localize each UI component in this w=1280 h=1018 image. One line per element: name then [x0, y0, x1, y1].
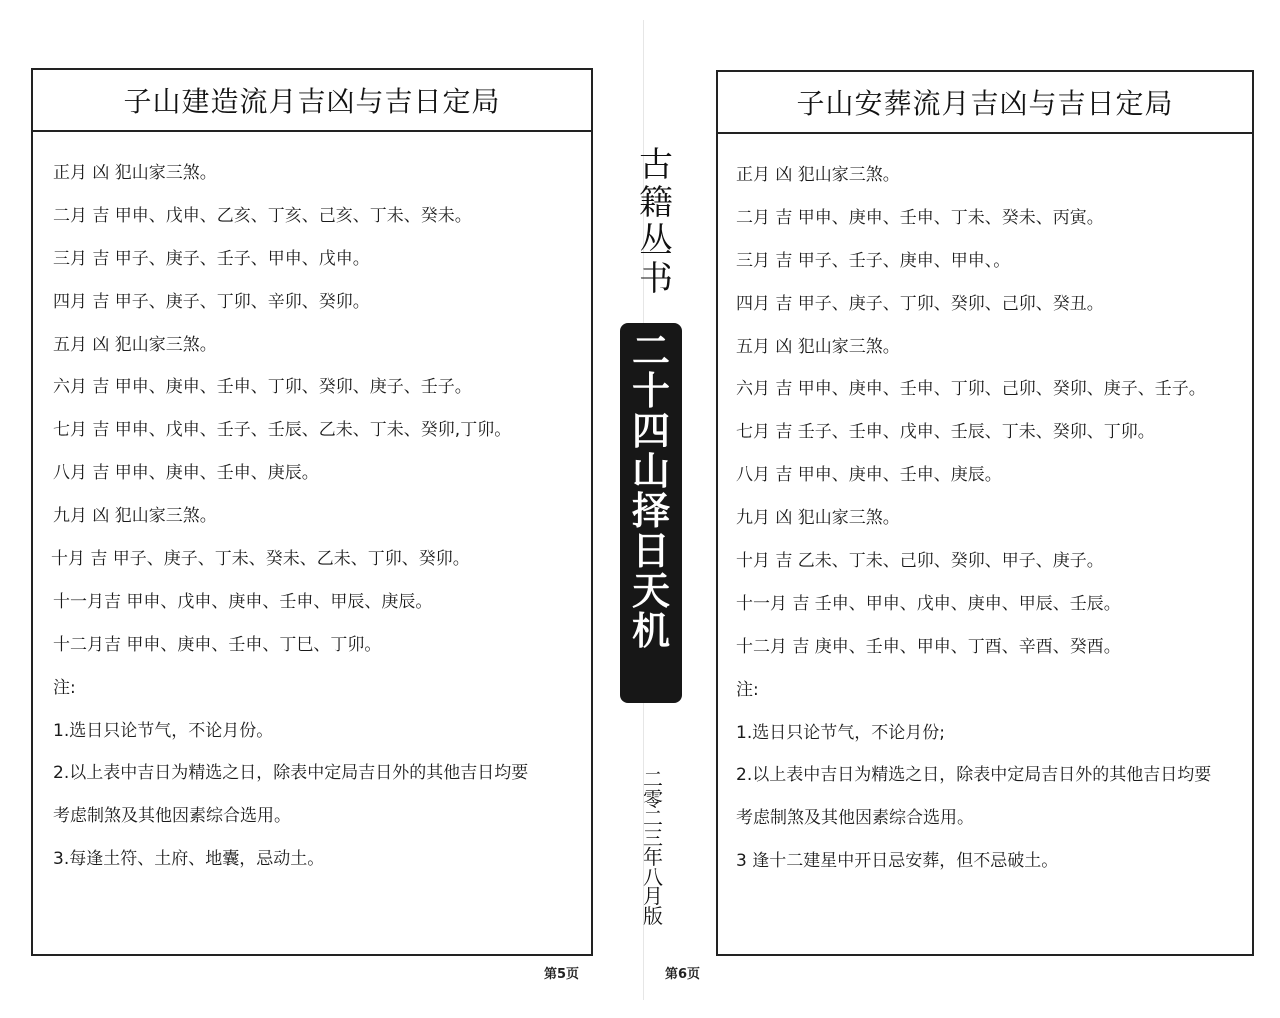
series-char: 古 — [639, 145, 673, 185]
edition-char: 月 — [643, 884, 663, 908]
note-line: 考虑制煞及其他因素综合选用。 — [736, 808, 974, 829]
book-title-char: 十 — [631, 369, 670, 413]
text-line: 十一月 吉 壬申、甲申、戊申、庚申、甲辰、壬辰。 — [736, 593, 1121, 614]
left-page — [31, 68, 593, 956]
page-title: 子山建造流月吉凶与吉日定局 — [33, 70, 591, 132]
text-line: 九月 凶 犯山家三煞。 — [736, 508, 900, 529]
edition-label — [638, 767, 668, 928]
text-line: 五月 凶 犯山家三煞。 — [53, 334, 217, 355]
note-heading: 注: — [53, 677, 76, 698]
edition-char: 三 — [643, 825, 663, 850]
text-line: 十二月吉 甲申、庚申、壬申、丁巳、丁卯。 — [53, 634, 382, 655]
text-line: 三月 吉 甲子、庚子、壬子、甲申、戊申。 — [53, 248, 370, 269]
series-char: 丛 — [639, 221, 673, 261]
text-line: 十一月吉 甲申、戊申、庚申、壬申、甲辰、庚辰。 — [53, 591, 433, 612]
edition-char: 二 — [643, 806, 663, 830]
text-line: 四月 吉 甲子、庚子、丁卯、辛卯、癸卯。 — [53, 291, 370, 312]
text-line: 四月 吉 甲子、庚子、丁卯、癸卯、己卯、癸丑。 — [736, 293, 1104, 314]
text-line: 十二月 吉 庚申、壬申、甲申、丁酉、辛酉、癸酉。 — [736, 636, 1121, 657]
series-char: 籍 — [639, 183, 673, 223]
book-title-char: 机 — [631, 609, 670, 653]
note-line: 考虑制煞及其他因素综合选用。 — [53, 806, 291, 827]
page-body — [33, 132, 591, 881]
text-line: 八月 吉 甲申、庚申、壬申、庚辰。 — [736, 465, 1002, 486]
text-line: 二月 吉 甲申、庚申、壬申、丁未、癸未、丙寅。 — [736, 207, 1104, 228]
text-line: 九月 凶 犯山家三煞。 — [53, 506, 217, 527]
page-body — [718, 134, 1252, 883]
series-title — [636, 146, 676, 298]
text-line: 八月 吉 甲申、庚申、壬申、庚辰。 — [53, 463, 319, 484]
book-title-char: 山 — [631, 449, 670, 493]
note-line: 2.以上表中吉日为精选之日，除表中定局吉日外的其他吉日均要 — [736, 765, 1212, 786]
text-line: 三月 吉 甲子、壬子、庚申、甲申、。 — [736, 250, 1011, 271]
text-line: 六月 吉 甲申、庚申、壬申、丁卯、己卯、癸卯、庚子、壬子。 — [736, 379, 1206, 400]
page-title: 子山安葬流月吉凶与吉日定局 — [718, 72, 1252, 134]
text-line: 七月 吉 壬子、壬申、戊申、壬辰、丁未、癸卯、丁卯。 — [736, 422, 1155, 443]
edition-char: 二 — [643, 767, 663, 791]
edition-char: 八 — [643, 864, 663, 889]
note-line: 1.选日只论节气，不论月份; — [736, 722, 945, 743]
book-title-char: 日 — [631, 529, 670, 573]
edition-char: 年 — [643, 845, 663, 869]
note-line: 3 逢十二建星中开日忌安葬，但不忌破土。 — [736, 851, 1059, 872]
text-line: 正月 凶 犯山家三煞。 — [736, 165, 900, 185]
text-line: 七月 吉 甲申、戊申、壬子、壬辰、乙未、丁未、癸卯,丁卯。 — [53, 420, 512, 441]
right-page — [716, 70, 1254, 956]
edition-char: 零 — [643, 786, 663, 811]
text-line: 五月 凶 犯山家三煞。 — [736, 336, 900, 357]
text-line: 六月 吉 甲申、庚申、壬申、丁卯、癸卯、庚子、壬子。 — [53, 377, 472, 398]
note-line: 2.以上表中吉日为精选之日，除表中定局吉日外的其他吉日均要 — [53, 763, 529, 784]
text-line: 十月 吉 乙未、丁未、己卯、癸卯、甲子、庚子。 — [736, 551, 1104, 572]
text-line: 二月 吉 甲申、戊申、乙亥、丁亥、己亥、丁未、癸未。 — [53, 205, 472, 226]
note-heading: 注: — [736, 679, 759, 700]
page-number: 第6页 — [665, 967, 701, 982]
text-line: 正月 凶 犯山家三煞。 — [53, 163, 217, 183]
edition-char: 版 — [643, 903, 663, 928]
book-title-char: 天 — [631, 569, 670, 613]
book-title-char: 择 — [631, 489, 670, 533]
book-title-char: 四 — [631, 409, 670, 453]
series-char: 书 — [639, 259, 673, 299]
book-title — [620, 323, 682, 703]
note-line: 3.每逢土符、土府、地囊，忌动土。 — [53, 849, 325, 870]
book-title-char: 二 — [631, 329, 670, 373]
text-line: 十月 吉 甲子、庚子、丁未、癸未、乙未、丁卯、癸卯。 — [51, 549, 470, 570]
page-number: 第5页 — [544, 967, 580, 982]
note-line: 1.选日只论节气，不论月份。 — [53, 720, 274, 741]
